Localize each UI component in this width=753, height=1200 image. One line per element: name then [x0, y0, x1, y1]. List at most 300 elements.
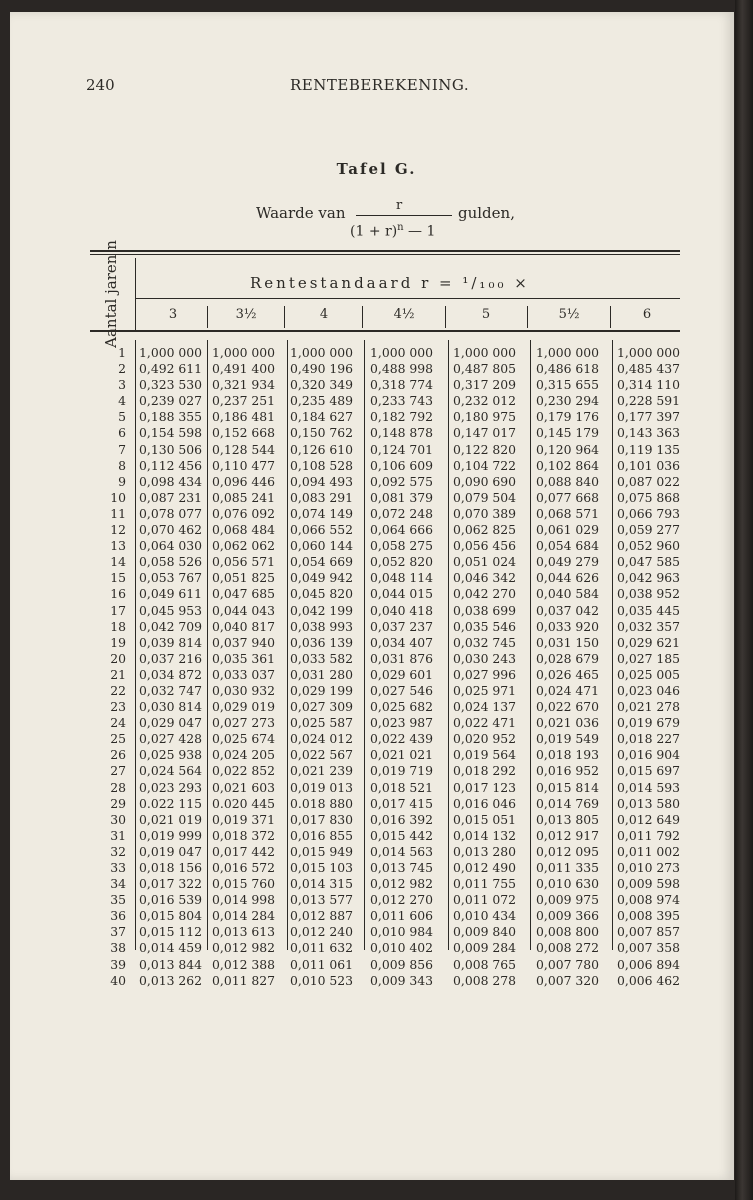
value-cell: 0,064 666	[370, 522, 434, 538]
column-3-5	[212, 345, 275, 989]
value-cell: 0,088 840	[536, 473, 600, 489]
value-cell: 0,022 439	[370, 731, 434, 747]
value-cell: 0,027 546	[370, 682, 434, 698]
value-cell: 0,018 292	[453, 763, 517, 779]
value-cell: 0,025 674	[212, 731, 276, 747]
value-cell: 0,058 275	[370, 538, 434, 554]
col-header-3: 3	[168, 307, 178, 322]
value-cell: 0,006 894	[617, 956, 681, 972]
value-cell: 0,486 618	[536, 361, 600, 377]
value-cell: 0,318 774	[370, 377, 434, 393]
value-cell: 0,011 072	[453, 892, 517, 908]
value-cell: 0.018 880	[290, 795, 354, 811]
value-cell: 0,042 270	[453, 586, 517, 602]
value-cell: 0,012 887	[290, 908, 354, 924]
formula-prefix: Waarde van	[256, 204, 346, 222]
year-cell: 16	[110, 586, 126, 602]
value-cell: 0,014 284	[212, 908, 276, 924]
value-cell: 0,016 572	[212, 860, 276, 875]
year-cell: 36	[110, 908, 126, 924]
value-cell: 0,009 366	[536, 908, 600, 924]
value-cell: 0,030 932	[212, 682, 276, 698]
value-cell: 0,010 630	[536, 876, 600, 892]
year-cell: 18	[110, 618, 126, 634]
col-divider	[362, 306, 363, 328]
value-cell: 0,104 722	[453, 457, 517, 473]
value-cell: 0,015 804	[139, 908, 203, 924]
year-cell: 7	[118, 441, 126, 457]
value-cell: 0,154 598	[139, 425, 203, 441]
value-cell: 1,000 000	[370, 345, 434, 360]
value-cell: 0,143 363	[617, 425, 681, 441]
value-cell: 0,177 397	[617, 409, 681, 425]
value-cell: 0,010 273	[617, 860, 681, 875]
value-cell: 0,008 800	[536, 924, 600, 940]
value-cell: 0,315 655	[536, 377, 600, 393]
value-cell: 0,014 132	[453, 827, 517, 843]
value-cell: 0,058 526	[139, 554, 203, 570]
col-divider	[135, 340, 136, 950]
value-cell: 0,108 528	[290, 457, 354, 473]
year-cell: 26	[110, 747, 126, 763]
year-cell: 10	[110, 489, 126, 505]
year-cell: 31	[110, 827, 126, 843]
value-cell: 0,019 999	[139, 827, 203, 843]
year-cell: 40	[110, 972, 126, 988]
value-cell: 0,029 047	[139, 715, 203, 731]
value-cell: 0,096 446	[212, 473, 276, 489]
col-header-6: 6	[642, 307, 652, 322]
value-cell: 0,018 227	[617, 731, 681, 747]
value-cell: 0,029 199	[290, 682, 354, 698]
year-cell: 2	[118, 361, 126, 377]
value-cell: 0,019 549	[536, 731, 600, 747]
year-cell: 32	[110, 843, 126, 859]
value-cell: 0,317 209	[453, 377, 517, 393]
value-cell: 0,098 434	[139, 473, 203, 489]
value-cell: 0,013 580	[617, 795, 681, 811]
years-header-text: Aantal jaren n	[102, 240, 121, 348]
value-cell: 0,027 996	[453, 666, 517, 682]
year-cell: 27	[110, 763, 126, 779]
value-cell: 0,090 690	[453, 473, 517, 489]
value-cell: 0,092 575	[370, 473, 434, 489]
column-3	[139, 345, 202, 989]
value-cell: 0,024 564	[139, 763, 203, 779]
value-cell: 0,037 216	[139, 650, 203, 666]
year-cell: 22	[110, 682, 126, 698]
value-cell: 0,016 855	[290, 827, 354, 843]
value-cell: 1,000 000	[617, 345, 681, 360]
rate-subheader-rule	[135, 298, 680, 299]
page-number: 240	[86, 76, 115, 94]
year-cell: 17	[110, 602, 126, 618]
year-cell: 1	[118, 345, 126, 360]
value-cell: 0,070 462	[139, 522, 203, 538]
value-cell: 0,008 395	[617, 908, 681, 924]
formula-suffix: gulden,	[458, 204, 515, 222]
value-cell: 0,490 196	[290, 361, 354, 377]
value-cell: 0,021 239	[290, 763, 354, 779]
value-cell: 0,485 437	[617, 361, 681, 377]
value-cell: 0,101 036	[617, 457, 681, 473]
col-header-5-5: 5½	[558, 307, 580, 322]
value-cell: 0,102 864	[536, 457, 600, 473]
value-cell: 0,016 046	[453, 795, 517, 811]
value-cell: 0,049 942	[290, 570, 354, 586]
value-cell: 0,009 856	[370, 956, 434, 972]
value-cell: 0,045 820	[290, 586, 354, 602]
year-cell: 13	[110, 538, 126, 554]
value-cell: 0,019 013	[290, 779, 354, 795]
value-cell: 0,068 484	[212, 522, 276, 538]
value-cell: 0,017 322	[139, 876, 203, 892]
col-divider	[284, 306, 285, 328]
col-divider	[135, 258, 136, 330]
value-cell: 0,049 611	[139, 586, 203, 602]
value-cell: 0,150 762	[290, 425, 354, 441]
value-cell: 0,030 243	[453, 650, 517, 666]
value-cell: 0,013 262	[139, 972, 203, 988]
value-cell: 0,011 755	[453, 876, 517, 892]
value-cell: 0,010 434	[453, 908, 517, 924]
value-cell: 0,014 315	[290, 876, 354, 892]
value-cell: 0,054 684	[536, 538, 600, 554]
value-cell: 0,051 024	[453, 554, 517, 570]
value-cell: 0,014 563	[370, 843, 434, 859]
column-5-5	[536, 345, 599, 989]
value-cell: 0,014 769	[536, 795, 600, 811]
value-cell: 0,018 372	[212, 827, 276, 843]
value-cell: 0,017 123	[453, 779, 517, 795]
value-cell: 0,035 361	[212, 650, 276, 666]
value-cell: 0,021 019	[139, 811, 203, 827]
value-cell: 0,147 017	[453, 425, 517, 441]
value-cell: 0,237 251	[212, 393, 276, 409]
value-cell: 0,010 402	[370, 940, 434, 956]
value-cell: 0,049 279	[536, 554, 600, 570]
value-cell: 0,009 284	[453, 940, 517, 956]
denominator-tail: — 1	[403, 223, 436, 240]
value-cell: 0,110 477	[212, 457, 276, 473]
value-cell: 0,012 095	[536, 843, 600, 859]
value-cell: 0,040 584	[536, 586, 600, 602]
year-cell: 39	[110, 956, 126, 972]
value-cell: 0,015 949	[290, 843, 354, 859]
value-cell: 0,029 019	[212, 699, 276, 715]
value-cell: 0,020 952	[453, 731, 517, 747]
value-cell: 0,492 611	[139, 361, 203, 377]
value-cell: 0,007 780	[536, 956, 600, 972]
value-cell: 0,024 471	[536, 682, 600, 698]
year-cell: 6	[118, 425, 126, 441]
value-cell: 0,010 523	[290, 972, 354, 988]
value-cell: 0,031 876	[370, 650, 434, 666]
years-column-header	[86, 240, 136, 348]
year-cell: 35	[110, 892, 126, 908]
column-4	[290, 345, 353, 989]
value-cell: 0,037 042	[536, 602, 600, 618]
value-cell: 0,122 820	[453, 441, 517, 457]
col-header-4: 4	[319, 307, 329, 322]
value-cell: 0,085 241	[212, 489, 276, 505]
book-spine	[735, 0, 753, 1200]
year-cell: 8	[118, 457, 126, 473]
value-cell: 0,025 971	[453, 682, 517, 698]
value-cell: 0,180 975	[453, 409, 517, 425]
value-cell: 0,018 193	[536, 747, 600, 763]
col-header-4-5: 4½	[393, 307, 415, 322]
value-cell: 0,022 471	[453, 715, 517, 731]
value-cell: 0,070 389	[453, 505, 517, 521]
value-cell: 0,184 627	[290, 409, 354, 425]
value-cell: 1,000 000	[212, 345, 276, 360]
value-cell: 0,112 456	[139, 457, 203, 473]
year-cell: 11	[110, 505, 126, 521]
formula-denominator	[350, 222, 435, 240]
value-cell: 0,024 137	[453, 699, 517, 715]
value-cell: 0,014 593	[617, 779, 681, 795]
value-cell: 0,011 002	[617, 843, 681, 859]
value-cell: 0,186 481	[212, 409, 276, 425]
fraction-bar	[356, 215, 452, 216]
value-cell: 0,077 668	[536, 489, 600, 505]
value-cell: 0,014 459	[139, 940, 203, 956]
value-cell: 0,038 952	[617, 586, 681, 602]
value-cell: 0,009 975	[536, 892, 600, 908]
value-cell: 0,054 669	[290, 554, 354, 570]
value-cell: 0,079 504	[453, 489, 517, 505]
value-cell: 0,034 872	[139, 666, 203, 682]
col-divider	[530, 340, 531, 950]
col-divider	[527, 306, 528, 328]
value-cell: 0,018 156	[139, 860, 203, 875]
value-cell: 0,120 964	[536, 441, 600, 457]
value-cell: 0,042 963	[617, 570, 681, 586]
value-cell: 0,148 878	[370, 425, 434, 441]
header-bottom-rule	[90, 330, 680, 332]
value-cell: 0,032 747	[139, 682, 203, 698]
value-cell: 0,007 358	[617, 940, 681, 956]
formula-numerator: r	[396, 198, 403, 213]
value-cell: 0,051 825	[212, 570, 276, 586]
value-cell: 0,013 577	[290, 892, 354, 908]
value-cell: 0,029 601	[370, 666, 434, 682]
value-cell: 0,013 844	[139, 956, 203, 972]
value-cell: 0,021 036	[536, 715, 600, 731]
year-cell: 19	[110, 634, 126, 650]
value-cell: 0,012 490	[453, 860, 517, 875]
value-cell: 0,323 530	[139, 377, 203, 393]
value-cell: 0,232 012	[453, 393, 517, 409]
value-cell: 0,012 982	[370, 876, 434, 892]
value-cell: 0,015 103	[290, 860, 354, 875]
year-cell: 21	[110, 666, 126, 682]
value-cell: 0,060 144	[290, 538, 354, 554]
value-cell: 0,014 998	[212, 892, 276, 908]
value-cell: 0,015 442	[370, 827, 434, 843]
value-cell: 0,119 135	[617, 441, 681, 457]
value-cell: 0,025 682	[370, 699, 434, 715]
value-cell: 0,027 273	[212, 715, 276, 731]
value-cell: 0,076 092	[212, 505, 276, 521]
year-cell: 28	[110, 779, 126, 795]
value-cell: 0,011 792	[617, 827, 681, 843]
value-cell: 0,045 953	[139, 602, 203, 618]
value-cell: 0,028 679	[536, 650, 600, 666]
value-cell: 0,062 825	[453, 522, 517, 538]
value-cell: 0,011 827	[212, 972, 276, 988]
denominator-exponent: n	[397, 222, 404, 233]
col-divider	[207, 340, 208, 950]
value-cell: 0,024 205	[212, 747, 276, 763]
value-cell: 0,017 415	[370, 795, 434, 811]
value-cell: 0,022 567	[290, 747, 354, 763]
value-cell: 0,023 293	[139, 779, 203, 795]
value-cell: 0,019 679	[617, 715, 681, 731]
value-cell: 0,016 952	[536, 763, 600, 779]
value-cell: 0,027 185	[617, 650, 681, 666]
running-head: RENTEBEREKENING.	[290, 76, 470, 94]
value-cell: 0,026 465	[536, 666, 600, 682]
value-cell: 0,025 005	[617, 666, 681, 682]
col-divider	[364, 340, 365, 950]
value-cell: 0,031 150	[536, 634, 600, 650]
value-cell: 0,487 805	[453, 361, 517, 377]
value-cell: 0,008 974	[617, 892, 681, 908]
value-cell: 0,032 745	[453, 634, 517, 650]
value-cell: 1,000 000	[536, 345, 600, 360]
col-divider	[287, 340, 288, 950]
value-cell: 0,074 149	[290, 505, 354, 521]
value-cell: 0,011 335	[536, 860, 600, 875]
value-cell: 0,042 709	[139, 618, 203, 634]
value-cell: 0,015 051	[453, 811, 517, 827]
year-cell: 5	[118, 409, 126, 425]
value-cell: 0,044 043	[212, 602, 276, 618]
value-cell: 0,075 868	[617, 489, 681, 505]
value-cell: 0,230 294	[536, 393, 600, 409]
value-cell: 0,025 587	[290, 715, 354, 731]
value-cell: 0,037 237	[370, 618, 434, 634]
value-cell: 0,009 343	[370, 972, 434, 988]
table-top-rule-thin	[90, 254, 680, 255]
value-cell: 0,021 021	[370, 747, 434, 763]
value-cell: 0,017 830	[290, 811, 354, 827]
value-cell: 0,012 388	[212, 956, 276, 972]
year-cell: 34	[110, 876, 126, 892]
year-cell: 33	[110, 860, 126, 875]
value-cell: 0,130 506	[139, 441, 203, 457]
value-cell: 0,015 112	[139, 924, 203, 940]
value-cell: 0,182 792	[370, 409, 434, 425]
value-cell: 0,011 632	[290, 940, 354, 956]
value-cell: 0,022 670	[536, 699, 600, 715]
value-cell: 0,010 984	[370, 924, 434, 940]
value-cell: 0,179 176	[536, 409, 600, 425]
value-cell: 0,018 521	[370, 779, 434, 795]
years-column	[100, 345, 126, 989]
value-cell: 0,013 280	[453, 843, 517, 859]
value-cell: 0,023 987	[370, 715, 434, 731]
table-top-rule	[90, 250, 680, 252]
value-cell: 0,037 940	[212, 634, 276, 650]
col-divider	[448, 340, 449, 950]
value-cell: 0,031 280	[290, 666, 354, 682]
value-cell: 0,032 357	[617, 618, 681, 634]
value-cell: 0,066 552	[290, 522, 354, 538]
value-cell: 0,033 920	[536, 618, 600, 634]
value-cell: 0,145 179	[536, 425, 600, 441]
value-cell: 0,027 428	[139, 731, 203, 747]
value-cell: 0,015 697	[617, 763, 681, 779]
value-cell: 0,008 278	[453, 972, 517, 988]
value-cell: 0,072 248	[370, 505, 434, 521]
value-cell: 0,044 626	[536, 570, 600, 586]
value-cell: 0,036 139	[290, 634, 354, 650]
value-cell: 0,016 392	[370, 811, 434, 827]
year-cell: 29	[110, 795, 126, 811]
col-divider	[610, 306, 611, 328]
value-cell: 0,017 442	[212, 843, 276, 859]
value-cell: 0,019 719	[370, 763, 434, 779]
value-cell: 0,030 814	[139, 699, 203, 715]
value-cell: 0,033 037	[212, 666, 276, 682]
year-cell: 14	[110, 554, 126, 570]
value-cell: 0,011 061	[290, 956, 354, 972]
value-cell: 0,013 805	[536, 811, 600, 827]
value-cell: 0,044 015	[370, 586, 434, 602]
value-cell: 0,059 277	[617, 522, 681, 538]
value-cell: 0,061 029	[536, 522, 600, 538]
year-cell: 4	[118, 393, 126, 409]
value-cell: 0,012 982	[212, 940, 276, 956]
value-cell: 0,087 231	[139, 489, 203, 505]
value-cell: 0,081 379	[370, 489, 434, 505]
value-cell: 1,000 000	[139, 345, 203, 360]
value-cell: 0,128 544	[212, 441, 276, 457]
value-cell: 0,239 027	[139, 393, 203, 409]
table-title: Tafel G.	[336, 160, 417, 178]
rate-header: Rentestandaard r = ¹/₁₀₀ ×	[250, 274, 530, 292]
year-cell: 25	[110, 731, 126, 747]
value-cell: 0,013 745	[370, 860, 434, 875]
value-cell: 0,064 030	[139, 538, 203, 554]
value-cell: 0,035 546	[453, 618, 517, 634]
value-cell: 0,048 114	[370, 570, 434, 586]
value-cell: 0,040 418	[370, 602, 434, 618]
column-6	[617, 345, 680, 989]
value-cell: 1,000 000	[290, 345, 354, 360]
value-cell: 0,106 609	[370, 457, 434, 473]
value-cell: 0,021 278	[617, 699, 681, 715]
column-5	[453, 345, 516, 989]
value-cell: 0,023 046	[617, 682, 681, 698]
column-4-5	[370, 345, 433, 989]
value-cell: 0,016 904	[617, 747, 681, 763]
value-cell: 0,012 917	[536, 827, 600, 843]
col-divider	[445, 306, 446, 328]
value-cell: 0,019 564	[453, 747, 517, 763]
value-cell: 0,008 272	[536, 940, 600, 956]
value-cell: 0,015 760	[212, 876, 276, 892]
value-cell: 0,078 077	[139, 505, 203, 521]
value-cell: 0,029 621	[617, 634, 681, 650]
denominator-base: (1 + r)	[350, 223, 398, 240]
value-cell: 0,006 462	[617, 972, 681, 988]
value-cell: 0,011 606	[370, 908, 434, 924]
col-divider	[612, 340, 613, 950]
